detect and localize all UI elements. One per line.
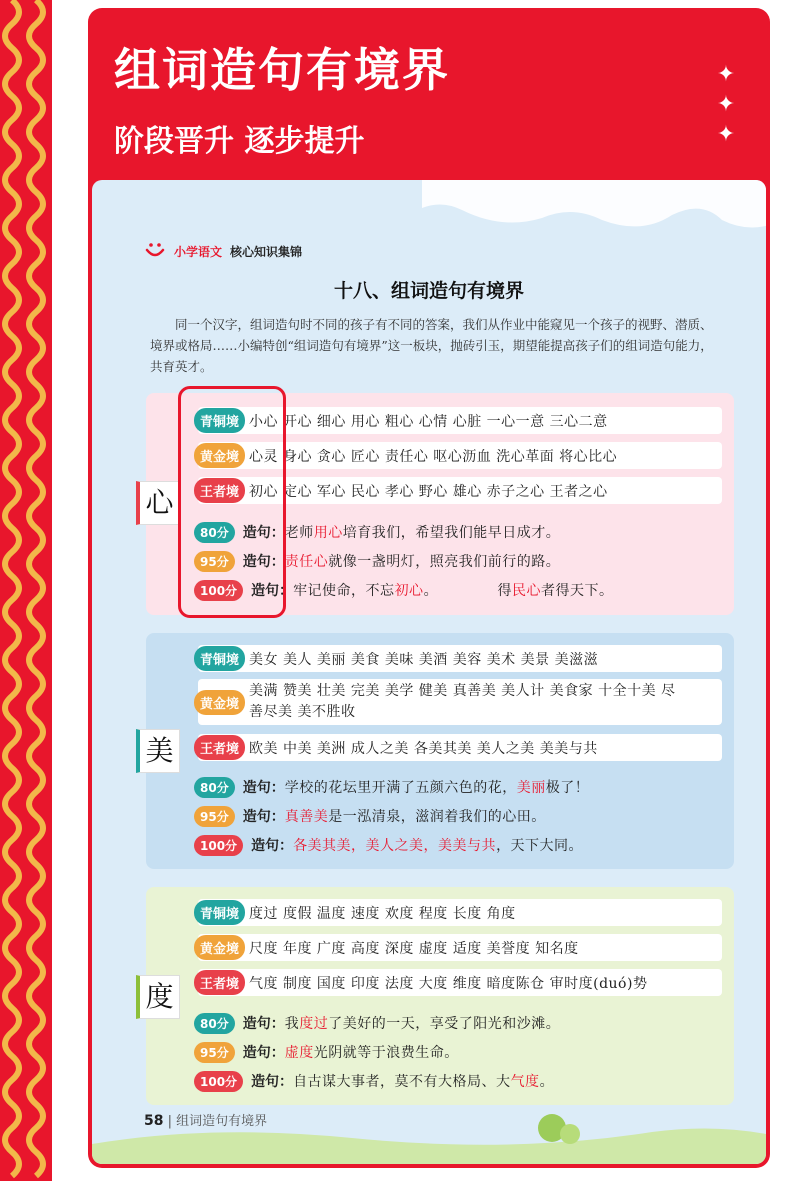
sentence-text: 牢记使命，不忘初心。 得民心者得天下。 <box>293 583 614 599</box>
score-80-badge: 80分 <box>194 777 235 798</box>
sentence-label: 造句： <box>242 1045 285 1061</box>
score-95-badge: 95分 <box>194 551 235 572</box>
sentence-text: 学校的花坛里开满了五颜六色的花，美丽极了！ <box>284 780 590 796</box>
sentence-label: 造句： <box>242 525 285 541</box>
sentence-label: 造句： <box>242 554 285 570</box>
section-character: 度 <box>136 975 180 1019</box>
page-number: 58 <box>144 1113 164 1129</box>
content-panel <box>92 180 766 1164</box>
king-words: 气度 制度 国度 印度 法度 大度 维度 暗度陈仓 审时度(duó)势 <box>249 975 648 992</box>
brand-tagline <box>144 240 302 262</box>
gold-row <box>198 934 722 961</box>
gold-words: 美满 赞美 壮美 完美 美学 健美 真善美 美人计 美食家 十全十美 尽善尽美 美不胜收 <box>249 683 676 720</box>
sentence-text: 老师用心培育我们，希望我们能早日成才。 <box>284 525 561 541</box>
sentence-label: 造句： <box>242 809 285 825</box>
highlight-frame <box>178 386 286 618</box>
gold-row <box>198 679 722 725</box>
sentence-80 <box>198 774 722 800</box>
cloud-decoration <box>422 180 766 240</box>
sentence-label: 造句： <box>251 1074 294 1090</box>
smile-icon <box>144 240 166 262</box>
sentence-text: 真善美是一泓清泉，滋润着我们的心田。 <box>284 809 546 825</box>
king-words: 欧美 中美 美洲 成人之美 各美其美 美人之美 美美与共 <box>249 740 598 757</box>
score-100-badge: 100分 <box>194 835 243 856</box>
brand-subject: 小学语文 <box>174 244 223 259</box>
sentence-100 <box>198 832 722 858</box>
sentence-text: 我度过了美好的一天，享受了阳光和沙滩。 <box>284 1016 561 1032</box>
sentence-text: 各美其美，美人之美，美美与共，天下大同。 <box>293 838 584 854</box>
king-row <box>198 734 722 761</box>
score-95-badge: 95分 <box>194 806 235 827</box>
king-badge: 王者境 <box>194 735 245 760</box>
gold-words: 尺度 年度 广度 高度 深度 虚度 适度 美誉度 知名度 <box>249 940 579 957</box>
score-80-badge: 80分 <box>194 1013 235 1034</box>
footer-text: 组词造句有境界 <box>176 1114 268 1129</box>
bronze-row <box>198 899 722 926</box>
sentence-label: 造句： <box>242 780 285 796</box>
grass-decoration <box>92 1114 766 1164</box>
bronze-badge: 青铜境 <box>194 646 245 671</box>
main-card <box>88 8 770 1168</box>
bronze-badge: 青铜境 <box>194 408 245 433</box>
section-character: 心 <box>136 481 180 525</box>
score-100-badge: 100分 <box>194 580 243 601</box>
sentence-text: 自古谋大事者，莫不有大格局、大气度。 <box>293 1074 555 1090</box>
lesson-intro: 同一个汉字，组词造句时不同的孩子有不同的答案，我们从作业中能窥见一个孩子的视野、潜质、境界或格局……小编特创“组词造句有境界”这一板块，抛砖引玉，期望能提高孩子们的组词造句能力，共育英才。 <box>150 317 713 374</box>
bronze-badge: 青铜境 <box>194 900 245 925</box>
page-footer: 58 | 组词造句有境界 <box>144 1113 268 1129</box>
sparkle-icon: ✦ ✦ ✦ <box>716 62 736 147</box>
king-badge: 王者境 <box>194 970 245 995</box>
gold-words: 心灵 身心 贪心 匠心 责任心 呕心沥血 洗心革面 将心比心 <box>249 448 618 465</box>
bronze-words: 美女 美人 美丽 美食 美味 美酒 美容 美术 美景 美滋滋 <box>249 651 599 668</box>
page-title: 组词造句有境界 <box>114 43 450 97</box>
gold-badge: 黄金境 <box>194 690 245 715</box>
score-80-badge: 80分 <box>194 522 235 543</box>
gold-badge: 黄金境 <box>194 935 245 960</box>
sentence-95 <box>198 1039 722 1065</box>
king-words: 初心 定心 军心 民心 孝心 野心 雄心 赤子之心 王者之心 <box>249 483 608 500</box>
page-subtitle: 阶段晋升 逐步提升 <box>114 124 365 159</box>
sentence-label: 造句： <box>242 1016 285 1032</box>
lesson-heading: 十八、组词造句有境界 <box>333 280 524 302</box>
bronze-row <box>198 645 722 672</box>
score-95-badge: 95分 <box>194 1042 235 1063</box>
section-mei <box>146 633 734 869</box>
sentence-label: 造句： <box>251 583 294 599</box>
score-100-badge: 100分 <box>194 1071 243 1092</box>
king-badge: 王者境 <box>194 478 245 503</box>
sentence-95 <box>198 803 722 829</box>
gold-badge: 黄金境 <box>194 443 245 468</box>
section-du <box>146 887 734 1105</box>
sentence-80 <box>198 1010 722 1036</box>
sentence-text: 责任心就像一盏明灯，照亮我们前行的路。 <box>284 554 561 570</box>
bronze-words: 小心 开心 细心 用心 粗心 心情 心脏 一心一意 三心二意 <box>249 413 608 430</box>
sentence-100 <box>198 1068 722 1094</box>
section-character: 美 <box>136 729 180 773</box>
king-row <box>198 969 722 996</box>
brand-series: 核心知识集锦 <box>230 244 303 259</box>
bronze-words: 度过 度假 温度 速度 欢度 程度 长度 角度 <box>249 905 516 922</box>
sentence-text: 虚度光阴就等于浪费生命。 <box>284 1045 459 1061</box>
sentence-label: 造句： <box>251 838 294 854</box>
decorative-ribbon <box>0 0 52 1181</box>
